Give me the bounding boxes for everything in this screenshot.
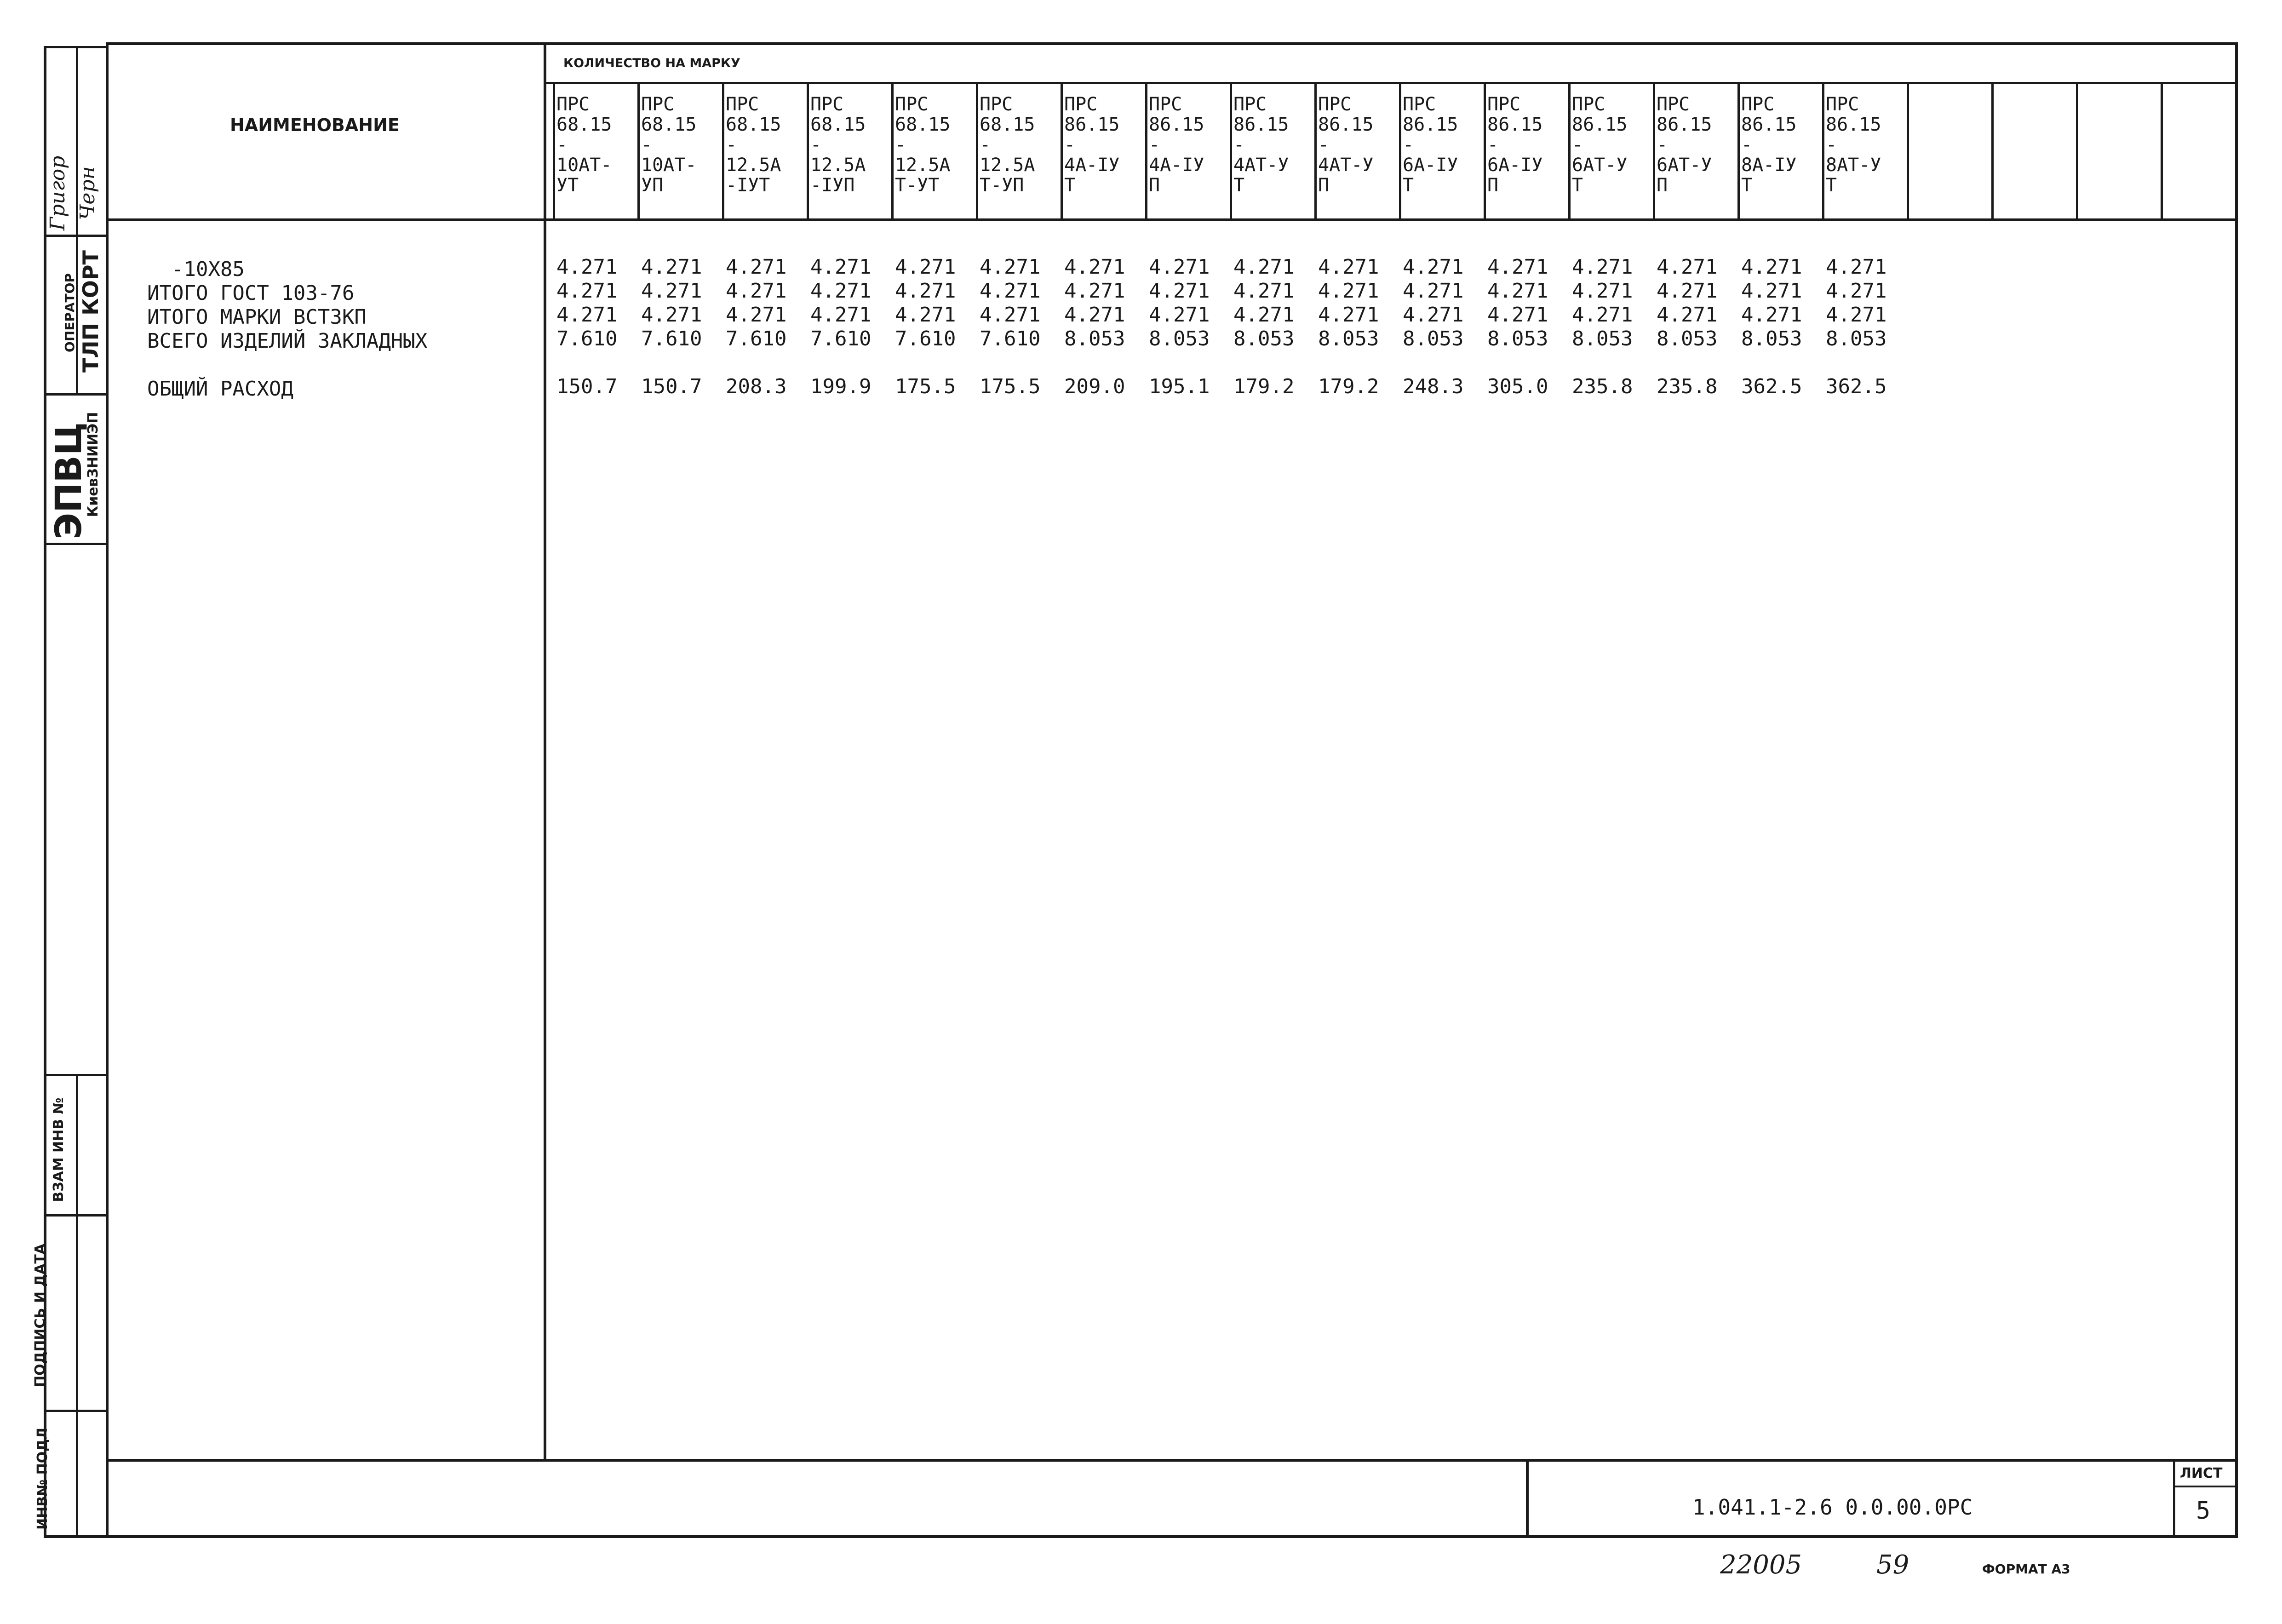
column-header-line: 68.15	[641, 114, 697, 135]
table-cell: 4.271	[641, 255, 702, 279]
column-divider	[1822, 83, 1824, 220]
table-cell: 8.053	[1572, 327, 1633, 350]
table-cell: 4.271	[1064, 303, 1125, 327]
table-cell: 4.271	[1318, 255, 1379, 279]
column-header-line: 12.5А	[726, 155, 781, 176]
table-cell: 4.271	[1487, 279, 1548, 303]
table-cell: 4.271	[810, 303, 872, 327]
column-header-line: Т-УТ	[895, 175, 940, 196]
column-header-8	[1149, 94, 1204, 195]
table-cell: 7.610	[980, 327, 1041, 350]
name-column-header: НАИМЕНОВАНИЕ	[230, 115, 400, 135]
column-header-line: ПРС	[1149, 94, 1182, 115]
table-cell: 4.271	[1741, 255, 1802, 279]
table-cell: 4.271	[1826, 303, 1887, 327]
table-cell: 4.271	[1403, 255, 1464, 279]
table-cell: 4.271	[726, 303, 787, 327]
table-cell: 362.5	[1741, 375, 1802, 398]
document-code: 1.041.1-2.6 0.0.00.0РС	[1692, 1495, 1973, 1520]
column-header-line: ПРС	[726, 94, 759, 115]
signature-name-1: Григор	[46, 155, 69, 231]
column-header-line: Т	[1741, 175, 1753, 196]
column-header-line: 86.15	[1487, 114, 1543, 135]
table-cell: 4.271	[895, 279, 956, 303]
column-header-line: ПРС	[1741, 94, 1775, 115]
row-label-grand-total: ОБЩИЙ РАСХОД	[147, 377, 293, 401]
table-cell: 4.271	[895, 255, 956, 279]
column-header-line: -	[1572, 134, 1583, 155]
column-header-line: -	[1826, 134, 1837, 155]
table-cell: 4.271	[1233, 303, 1295, 327]
qty-column-header: КОЛИЧЕСТВО НА МАРКУ	[563, 56, 740, 70]
column-header-11	[1403, 94, 1458, 195]
strip-sep-6	[44, 1410, 108, 1412]
column-header-line: -	[1149, 134, 1160, 155]
column-header-line: 6АТ-У	[1657, 155, 1712, 176]
bottom-number-2: 59	[1876, 1550, 1909, 1580]
column-header-line: 6А-IУ	[1487, 155, 1543, 176]
table-cell: 4.271	[556, 279, 618, 303]
column-header-6	[980, 94, 1035, 195]
strip-sep-1	[44, 235, 108, 237]
table-cell: 8.053	[1487, 327, 1548, 350]
row-label-embedded-total: ВСЕГО ИЗДЕЛИЙ ЗАКЛАДНЫХ	[147, 329, 428, 353]
column-header-line: 6А-IУ	[1403, 155, 1458, 176]
inv-replace-label: ВЗАМ ИНВ №	[51, 1097, 67, 1202]
operator-value: ТЛП КОРТ	[78, 250, 103, 373]
frame-bottom	[44, 1535, 2238, 1538]
column-header-line: -	[810, 134, 822, 155]
column-header-line: 86.15	[1657, 114, 1712, 135]
column-header-line: 8АТ-У	[1826, 155, 1881, 176]
column-header-10	[1318, 94, 1373, 195]
column-header-line: 12.5А	[895, 155, 951, 176]
table-cell: 4.271	[1064, 255, 1125, 279]
column-header-line: 86.15	[1318, 114, 1374, 135]
row-label-mark-total: ИТОГО МАРКИ ВСТЗКП	[147, 305, 367, 329]
column-header-line: ПРС	[1233, 94, 1267, 115]
table-cell: 4.271	[980, 255, 1041, 279]
column-header-line: 4АТ-У	[1233, 155, 1289, 176]
table-cell: 179.2	[1318, 375, 1379, 398]
column-header-line: -	[1233, 134, 1245, 155]
column-header-line: 86.15	[1741, 114, 1797, 135]
org-main: ЭПВЦ	[48, 422, 90, 539]
table-cell: 209.0	[1064, 375, 1125, 398]
column-divider	[1653, 83, 1655, 220]
column-header-14	[1657, 94, 1712, 195]
column-header-line: Т-УП	[980, 175, 1024, 196]
footer-sheet-label-line	[2173, 1486, 2237, 1487]
sheet-number: 5	[2196, 1497, 2211, 1525]
column-divider	[2161, 83, 2163, 220]
column-header-line: 86.15	[1403, 114, 1458, 135]
header-bottom-line	[109, 218, 2237, 221]
column-header-line: -	[980, 134, 991, 155]
column-header-7	[1064, 94, 1119, 195]
column-header-line: П	[1657, 175, 1668, 196]
sign-date-label: ПОДПИСЬ И ДАТА	[32, 1243, 48, 1388]
inv-orig-label: ИНВ№ ПОДЛ	[34, 1428, 51, 1530]
table-cell: 4.271	[641, 279, 702, 303]
column-header-line: -	[1487, 134, 1499, 155]
column-header-line: 10АТ-	[556, 155, 612, 176]
column-header-line: 86.15	[1149, 114, 1204, 135]
column-divider	[637, 83, 640, 220]
table-cell: 4.271	[1826, 279, 1887, 303]
column-header-4	[810, 94, 866, 195]
table-cell: 4.271	[726, 255, 787, 279]
column-header-12	[1487, 94, 1542, 195]
org-sub: КиевЗНИИЭП	[85, 412, 101, 517]
column-header-13	[1572, 94, 1627, 195]
column-header-line: ПРС	[895, 94, 929, 115]
table-cell: 8.053	[1064, 327, 1125, 350]
column-header-line: 68.15	[726, 114, 781, 135]
column-header-line: ПРС	[1487, 94, 1521, 115]
table-cell: 4.271	[1572, 303, 1633, 327]
column-header-line: -	[641, 134, 653, 155]
footer-sheet-divider	[2173, 1459, 2175, 1537]
table-cell: 4.271	[1149, 255, 1210, 279]
bottom-number-1: 22005	[1720, 1550, 1802, 1580]
column-header-line: -	[1741, 134, 1753, 155]
table-cell: 235.8	[1572, 375, 1633, 398]
operator-label: ОПЕРАТОР	[62, 273, 77, 352]
column-header-line: -IУП	[810, 175, 855, 196]
table-cell: 4.271	[1572, 255, 1633, 279]
frame-top	[109, 42, 2238, 45]
strip-sep-4	[44, 1074, 108, 1076]
table-cell: 305.0	[1487, 375, 1548, 398]
table-cell: 4.271	[810, 255, 872, 279]
column-divider	[1737, 83, 1740, 220]
column-divider	[553, 83, 555, 220]
frame-left	[106, 42, 109, 1537]
footer-top-line	[109, 1459, 2237, 1462]
table-cell: 4.271	[556, 303, 618, 327]
column-header-line: 68.15	[895, 114, 951, 135]
column-header-line: Т	[1064, 175, 1076, 196]
column-header-line: 4А-IУ	[1064, 155, 1120, 176]
column-header-line: ПРС	[1572, 94, 1605, 115]
column-divider	[1568, 83, 1571, 220]
column-header-1	[556, 94, 612, 195]
column-header-line: -	[556, 134, 568, 155]
column-header-line: 4А-IУ	[1149, 155, 1204, 176]
column-header-line: ПРС	[556, 94, 590, 115]
table-cell: 7.610	[556, 327, 618, 350]
column-header-line: 86.15	[1233, 114, 1289, 135]
qty-header-line	[545, 82, 2237, 84]
row-label-profile: -10Х85	[147, 258, 245, 281]
table-cell: 175.5	[980, 375, 1041, 398]
table-cell: 4.271	[1403, 303, 1464, 327]
column-header-line: ПРС	[980, 94, 1013, 115]
table-cell: 175.5	[895, 375, 956, 398]
column-header-line: 4АТ-У	[1318, 155, 1374, 176]
format-label: ФОРМАТ А3	[1982, 1561, 2070, 1577]
column-header-line: ПРС	[1064, 94, 1098, 115]
column-header-line: ПРС	[1318, 94, 1352, 115]
column-header-line: П	[1149, 175, 1160, 196]
frame-right	[2235, 42, 2238, 1537]
table-cell: 4.271	[726, 279, 787, 303]
column-divider	[722, 83, 724, 220]
column-divider	[1991, 83, 1994, 220]
table-cell: 4.271	[556, 255, 618, 279]
table-cell: 4.271	[1064, 279, 1125, 303]
column-header-line: УП	[641, 175, 664, 196]
column-header-line: 68.15	[980, 114, 1035, 135]
table-cell: 4.271	[1403, 279, 1464, 303]
table-cell: 4.271	[895, 303, 956, 327]
footer-code-divider	[1526, 1459, 1529, 1537]
column-header-line: -	[1657, 134, 1668, 155]
column-header-line: 10АТ-	[641, 155, 697, 176]
table-cell: 7.610	[726, 327, 787, 350]
column-header-line: УТ	[556, 175, 579, 196]
column-divider	[807, 83, 809, 220]
table-cell: 8.053	[1233, 327, 1295, 350]
table-cell: 195.1	[1149, 375, 1210, 398]
table-cell: 4.271	[980, 303, 1041, 327]
table-cell: 4.271	[1657, 279, 1718, 303]
table-cell: 199.9	[810, 375, 872, 398]
column-divider	[1399, 83, 1401, 220]
table-cell: 7.610	[810, 327, 872, 350]
column-divider	[1484, 83, 1486, 220]
table-cell: 4.271	[1487, 255, 1548, 279]
column-divider	[1314, 83, 1317, 220]
table-cell: 4.271	[1233, 255, 1295, 279]
column-header-line: -	[1403, 134, 1414, 155]
column-header-line: 68.15	[556, 114, 612, 135]
column-header-line: -	[1064, 134, 1076, 155]
table-cell: 8.053	[1826, 327, 1887, 350]
column-header-3	[726, 94, 781, 195]
table-cell: 208.3	[726, 375, 787, 398]
table-cell: 7.610	[895, 327, 956, 350]
column-header-line: 6АТ-У	[1572, 155, 1628, 176]
table-cell: 8.053	[1403, 327, 1464, 350]
name-col-divider	[544, 44, 546, 1460]
table-cell: 4.271	[1572, 279, 1633, 303]
column-header-line: -IУТ	[726, 175, 770, 196]
column-header-line: ПРС	[810, 94, 844, 115]
column-divider	[1907, 83, 1909, 220]
column-header-line: ПРС	[641, 94, 675, 115]
column-header-15	[1741, 94, 1796, 195]
column-divider	[891, 83, 894, 220]
column-header-line: -	[726, 134, 737, 155]
column-divider	[1061, 83, 1063, 220]
sheet-label: ЛИСТ	[2180, 1465, 2223, 1481]
column-header-line: 86.15	[1064, 114, 1120, 135]
table-cell: 4.271	[641, 303, 702, 327]
table-cell: 150.7	[556, 375, 618, 398]
table-cell: 248.3	[1403, 375, 1464, 398]
column-header-line: 8А-IУ	[1741, 155, 1797, 176]
column-header-line: Т	[1403, 175, 1414, 196]
column-header-line: П	[1487, 175, 1499, 196]
column-header-line: 86.15	[1826, 114, 1881, 135]
column-divider	[1145, 83, 1147, 220]
column-header-line: -	[1318, 134, 1330, 155]
column-header-line: Т	[1826, 175, 1837, 196]
column-divider	[976, 83, 978, 220]
table-cell: 179.2	[1233, 375, 1295, 398]
table-cell: 4.271	[1741, 279, 1802, 303]
table-cell: 4.271	[1487, 303, 1548, 327]
column-header-line: ПРС	[1657, 94, 1690, 115]
table-cell: 8.053	[1149, 327, 1210, 350]
table-cell: 8.053	[1657, 327, 1718, 350]
column-header-line: Т	[1233, 175, 1245, 196]
column-header-9	[1233, 94, 1289, 195]
table-cell: 150.7	[641, 375, 702, 398]
table-cell: 4.271	[1318, 279, 1379, 303]
column-header-line: П	[1318, 175, 1330, 196]
table-cell: 4.271	[1657, 303, 1718, 327]
signature-name-2: Черн	[76, 166, 99, 220]
column-header-line: 86.15	[1572, 114, 1628, 135]
table-cell: 4.271	[1233, 279, 1295, 303]
table-cell: 362.5	[1826, 375, 1887, 398]
column-header-2	[641, 94, 696, 195]
column-divider	[2076, 83, 2078, 220]
column-header-5	[895, 94, 950, 195]
column-header-line: ПРС	[1826, 94, 1859, 115]
table-cell: 4.271	[1318, 303, 1379, 327]
table-cell: 4.271	[810, 279, 872, 303]
table-cell: 8.053	[1318, 327, 1379, 350]
table-cell: 235.8	[1657, 375, 1718, 398]
table-cell: 4.271	[980, 279, 1041, 303]
column-header-line: 68.15	[810, 114, 866, 135]
table-cell: 7.610	[641, 327, 702, 350]
table-cell: 4.271	[1149, 303, 1210, 327]
column-header-line: 12.5А	[810, 155, 866, 176]
column-header-line: ПРС	[1403, 94, 1436, 115]
table-cell: 4.271	[1657, 255, 1718, 279]
column-divider	[1230, 83, 1232, 220]
table-cell: 4.271	[1741, 303, 1802, 327]
column-header-16	[1826, 94, 1881, 195]
column-header-line: -	[895, 134, 906, 155]
row-label-gost-total: ИТОГО ГОСТ 103-76	[147, 281, 355, 305]
column-header-line: Т	[1572, 175, 1583, 196]
table-cell: 4.271	[1826, 255, 1887, 279]
strip-mid-vert-bottom	[76, 1074, 78, 1536]
table-cell: 4.271	[1149, 279, 1210, 303]
table-cell: 8.053	[1741, 327, 1802, 350]
column-header-line: 12.5А	[980, 155, 1035, 176]
